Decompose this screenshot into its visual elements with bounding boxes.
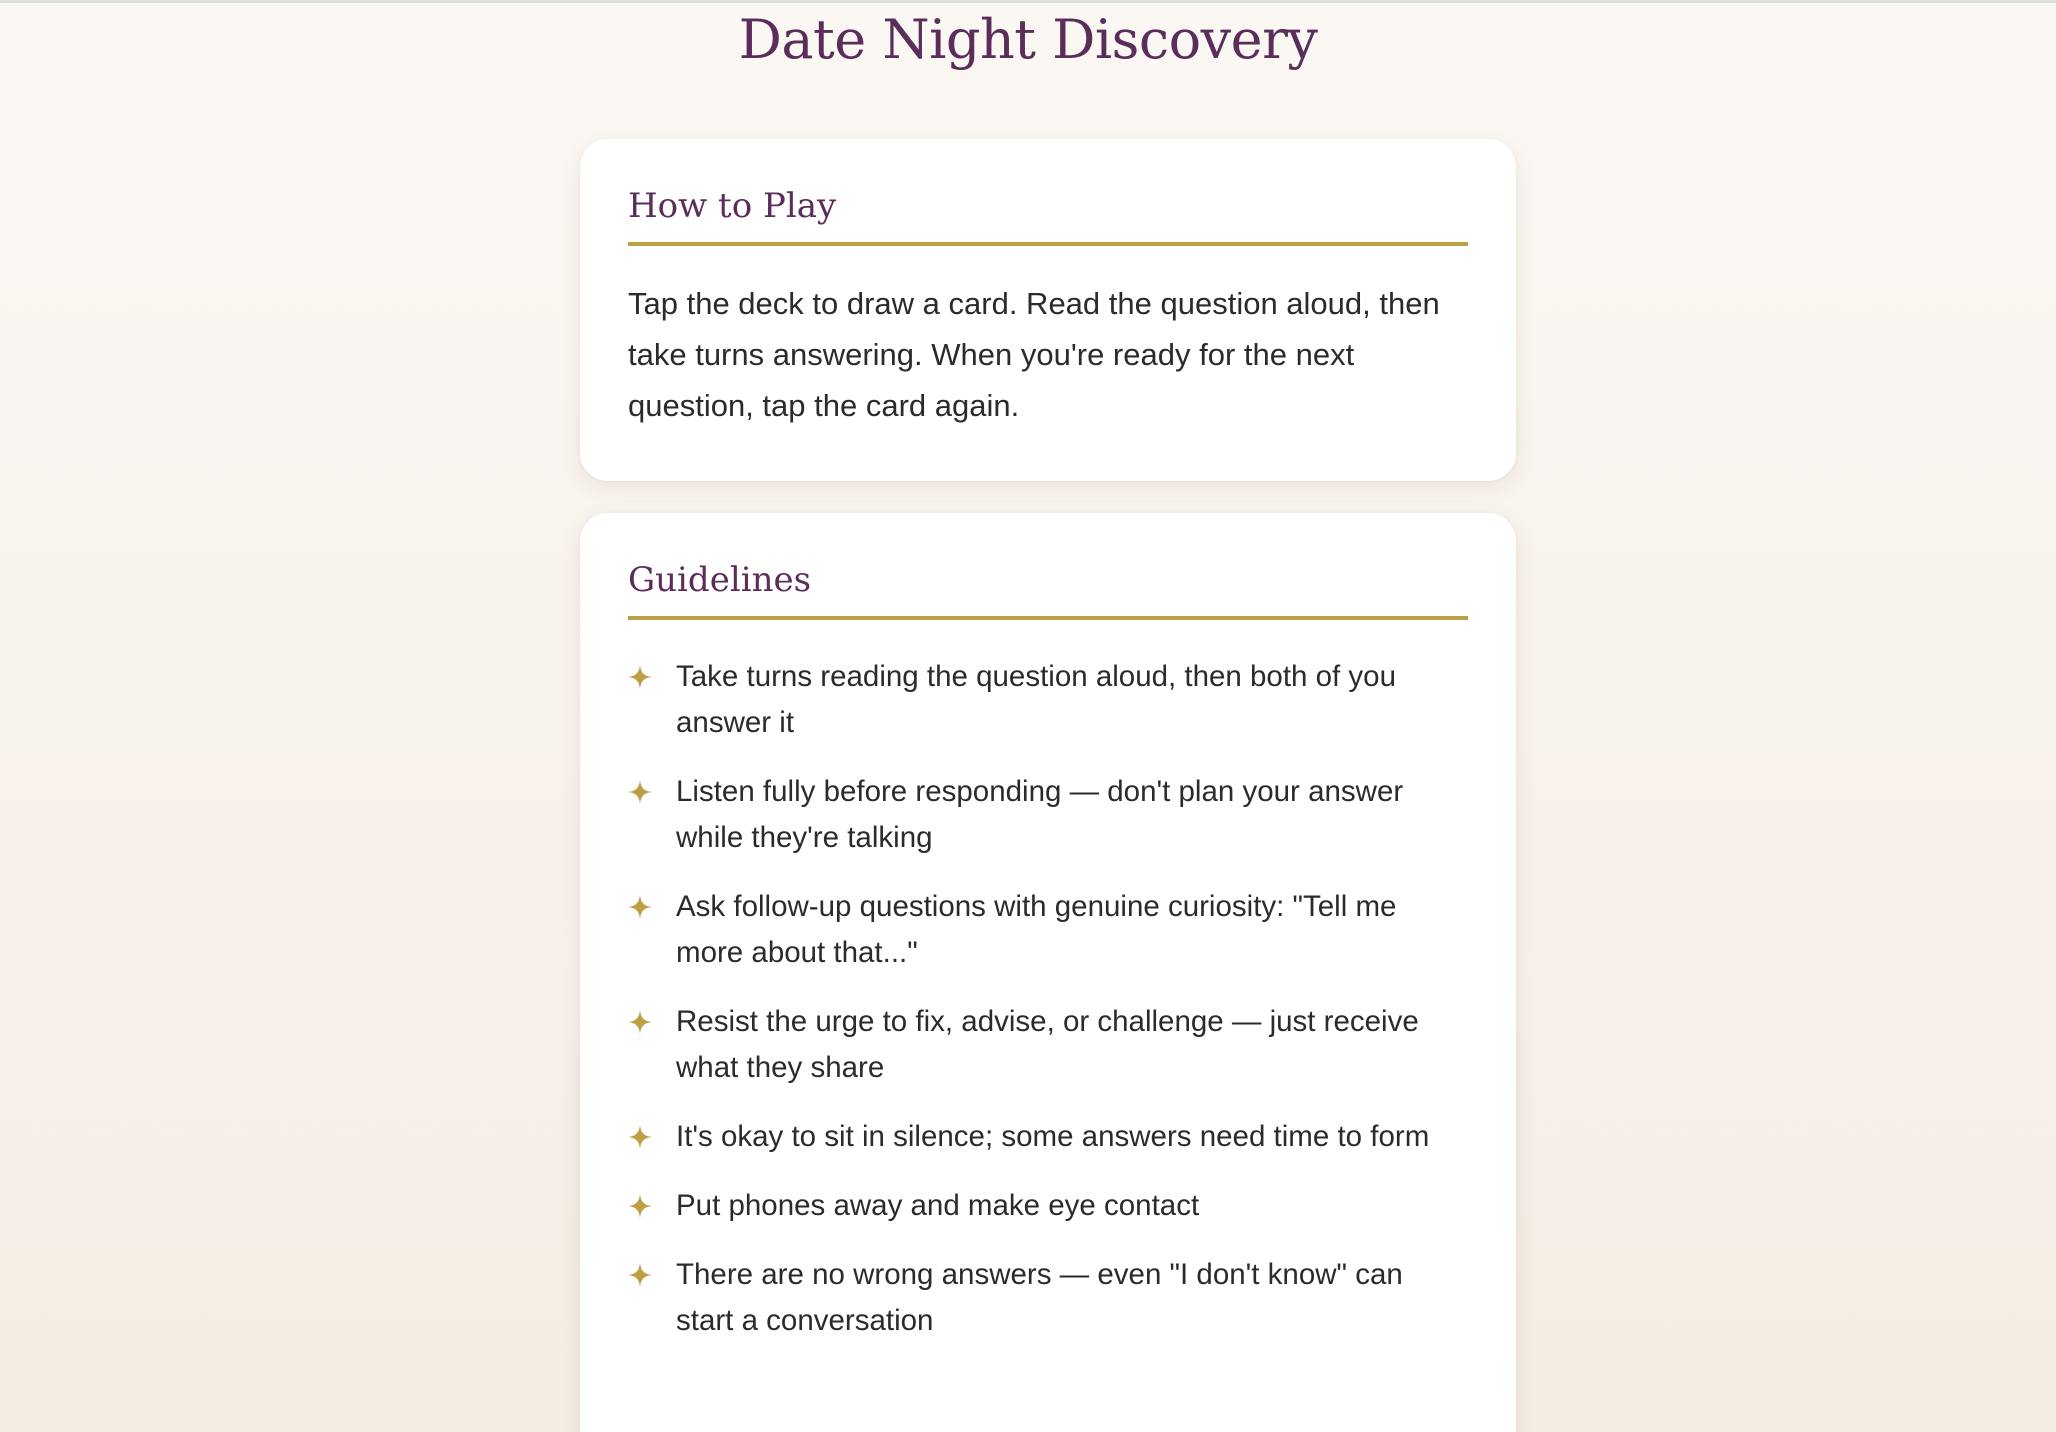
guideline-item bbox=[628, 769, 1468, 861]
guideline-text: Resist the urge to fix, advise, or challenge — just receive what they share bbox=[676, 1005, 1419, 1084]
four-point-star-icon bbox=[628, 895, 652, 919]
guideline-text: It's okay to sit in silence; some answers need time to form bbox=[676, 1120, 1430, 1153]
guideline-item bbox=[628, 654, 1468, 746]
guideline-item bbox=[628, 1183, 1468, 1229]
how-to-play-text: Tap the deck to draw a card. Read the question aloud, then take turns answering. When you're ready for the next question, tap the card again. bbox=[628, 286, 1440, 423]
four-point-star-icon bbox=[628, 1263, 652, 1287]
top-border bbox=[0, 0, 2056, 3]
four-point-star-icon bbox=[628, 665, 652, 689]
guideline-text: Ask follow-up questions with genuine curiosity: "Tell me more about that..." bbox=[676, 890, 1397, 969]
guideline-text: Listen fully before responding — don't plan your answer while they're talking bbox=[676, 775, 1404, 854]
four-point-star-icon bbox=[628, 1194, 652, 1218]
four-point-star-icon bbox=[628, 1010, 652, 1034]
guideline-text: Put phones away and make eye contact bbox=[676, 1189, 1200, 1222]
guideline-item bbox=[628, 1252, 1468, 1344]
guidelines-list bbox=[628, 620, 1468, 1344]
page-title: Date Night Discovery bbox=[738, 8, 1318, 71]
how-to-play-heading: How to Play bbox=[628, 139, 1468, 246]
four-point-star-icon bbox=[628, 780, 652, 804]
how-to-play-card bbox=[580, 139, 1516, 481]
guidelines-heading: Guidelines bbox=[628, 513, 1468, 620]
guideline-item bbox=[628, 1114, 1468, 1160]
guideline-text: Take turns reading the question aloud, then both of you answer it bbox=[676, 660, 1396, 739]
guidelines-card bbox=[580, 513, 1516, 1432]
guideline-item bbox=[628, 999, 1468, 1091]
four-point-star-icon bbox=[628, 1125, 652, 1149]
guideline-text: There are no wrong answers — even "I don't know" can start a conversation bbox=[676, 1258, 1403, 1337]
guideline-item bbox=[628, 884, 1468, 976]
